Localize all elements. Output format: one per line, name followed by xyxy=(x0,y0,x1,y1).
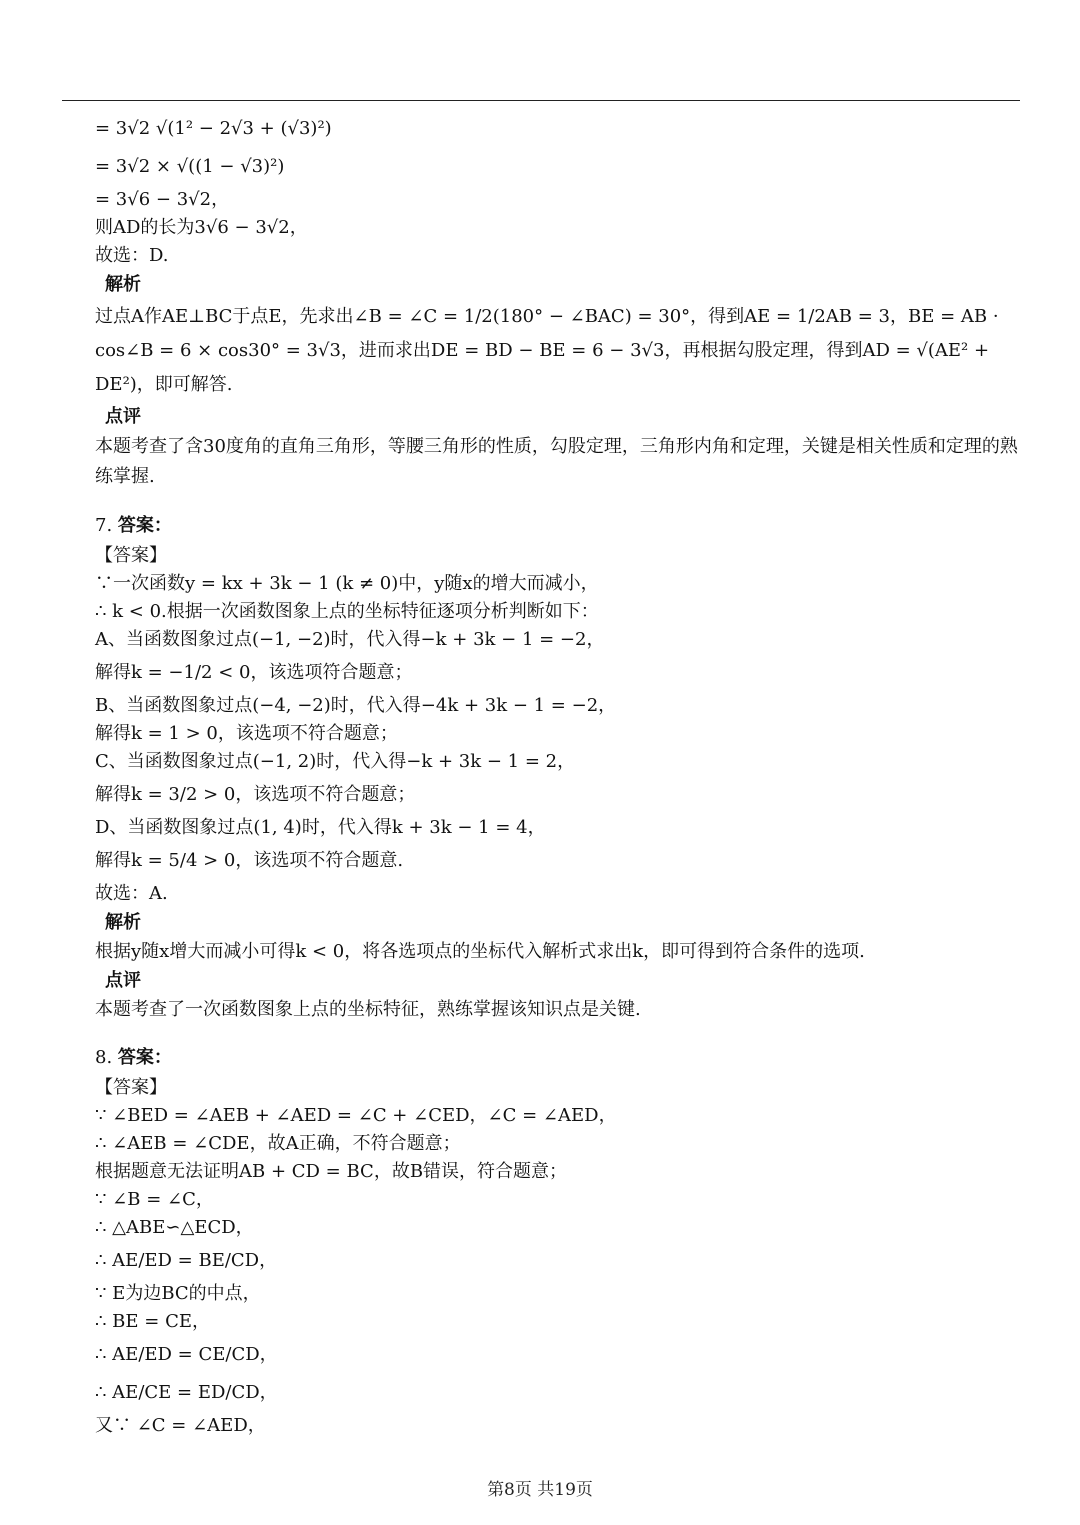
q8-line-8: ∴ BE = CE， xyxy=(95,1311,210,1332)
q6-line-2: = 3√2 × √((1 − √3)²) xyxy=(95,156,285,177)
q7-line-2: ∴ k < 0.根据一次函数图象上点的坐标特征逐项分析判断如下： xyxy=(95,601,599,622)
q8-line-1: ∵ ∠BED = ∠AEB + ∠AED = ∠C + ∠CED，∠C = ∠AED， xyxy=(95,1105,617,1126)
q8-line-9: ∴ AE/ED = CE/CD， xyxy=(95,1344,278,1365)
q7-title: 答案： xyxy=(117,515,172,536)
page-footer: 第8页 共19页 xyxy=(487,1480,593,1500)
q8-line-11: 又∵ ∠C = ∠AED， xyxy=(95,1415,266,1436)
q7-line-10: 解得k = 5/4 > 0，该选项不符合题意. xyxy=(95,850,404,871)
q7-line-4: 解得k = −1/2 < 0，该选项符合题意； xyxy=(95,662,413,683)
q8-line-4: ∵ ∠B = ∠C， xyxy=(95,1189,214,1210)
page-content xyxy=(95,110,1035,1440)
q8-line-10: ∴ AE/CE = ED/CD， xyxy=(95,1382,278,1403)
q6-line-4: 则AD的长为3√6 − 3√2， xyxy=(95,217,308,238)
q7-header xyxy=(95,510,1035,542)
q7-comment-text: 本题考查了一次函数图象上点的坐标特征，熟练掌握该知识点是关键. xyxy=(95,999,641,1020)
q7-number: 7. xyxy=(95,515,113,536)
q8-line-6: ∴ AE/ED = BE/CD， xyxy=(95,1250,278,1271)
q8-line-2: ∴ ∠AEB = ∠CDE，故A正确，不符合题意； xyxy=(95,1133,461,1154)
q8-number: 8. xyxy=(95,1047,113,1068)
q6-line-3: = 3√6 − 3√2， xyxy=(95,189,230,210)
q8-line-7: ∵ E为边BC的中点， xyxy=(95,1283,261,1304)
q8-answer-tag: 【答案】 xyxy=(95,1077,167,1098)
q7-analysis-text: 根据y随x增大而减小可得k < 0，将各选项点的坐标代入解析式求出k，即可得到符合条件的选项. xyxy=(95,941,865,962)
q6-analysis-heading: 解析 xyxy=(105,274,141,295)
q7-line-3: A、当函数图象过点(−1, −2)时，代入得−k + 3k − 1 = −2， xyxy=(95,629,605,650)
q7-line-11: 故选：A. xyxy=(95,883,168,904)
q6-comment-heading: 点评 xyxy=(105,406,141,427)
q7-line-8: 解得k = 3/2 > 0，该选项不符合题意； xyxy=(95,784,416,805)
q7-line-5: B、当函数图象过点(−4, −2)时，代入得−4k + 3k − 1 = −2， xyxy=(95,695,617,716)
q7-comment-heading: 点评 xyxy=(105,970,141,991)
q7-line-9: D、当函数图象过点(1, 4)时，代入得k + 3k − 1 = 4， xyxy=(95,817,546,838)
q8-line-5: ∴ △ABE∽△ECD， xyxy=(95,1217,254,1238)
q8-title: 答案： xyxy=(117,1047,172,1068)
q8-line-3: 根据题意无法证明AB + CD = BC，故B错误，符合题意； xyxy=(95,1161,568,1182)
q7-line-1: ∵一次函数y = kx + 3k − 1 (k ≠ 0)中，y随x的增大而减小， xyxy=(95,573,599,594)
q7-analysis-heading: 解析 xyxy=(105,912,141,933)
q7-line-6: 解得k = 1 > 0，该选项不符合题意； xyxy=(95,723,398,744)
q6-analysis-text: 过点A作AE⊥BC于点E，先求出∠B = ∠C = 1/2(180° − ∠BAC) = 30°，得到AE = 1/2AB = 3，BE = AB · cos∠B = 6 × cos30° = 3√3，进而求出DE = BD − BE = 6 − 3√3，再根据勾股定理，得到AD = √(AE² + DE²)，即可解答. xyxy=(95,306,999,395)
q8-header xyxy=(95,1042,1035,1074)
q7-line-7: C、当函数图象过点(−1, 2)时，代入得−k + 3k − 1 = 2， xyxy=(95,751,576,772)
q6-line-5: 故选：D. xyxy=(95,245,169,266)
q7-answer-tag: 【答案】 xyxy=(95,545,167,566)
header-rule xyxy=(62,100,1020,101)
q6-line-1: = 3√2 √(1² − 2√3 + (√3)²) xyxy=(95,118,332,139)
q6-comment-text: 本题考查了含30度角的直角三角形，等腰三角形的性质，勾股定理，三角形内角和定理，关键是相关性质和定理的熟练掌握. xyxy=(95,436,1018,487)
